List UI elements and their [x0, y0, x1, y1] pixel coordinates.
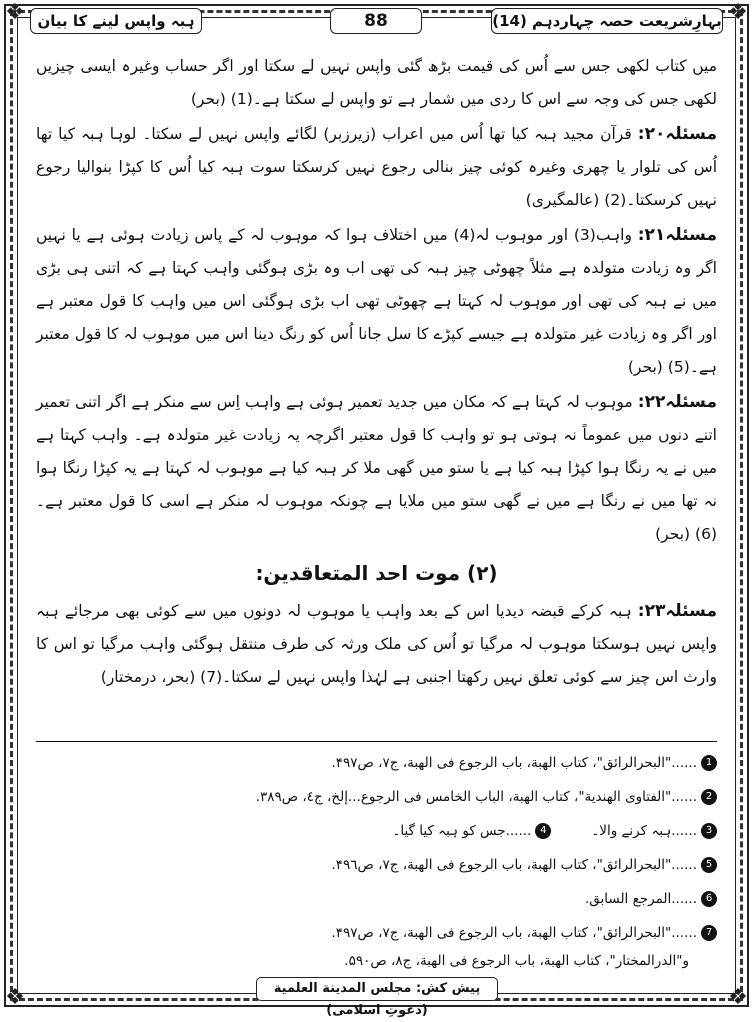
paragraph-continued: میں کتاب لکھی جس سے اُس کی قیمت بڑھ گئی واپس نہیں لے سکتا اور اگر حساب وغیرہ ایسی چیزیں لکھی جس کی وجہ سے اس کا ردی میں شمار ہے تو واپس لے سکتا ہے۔(1) (بحر) — [36, 57, 717, 108]
footnote-marker: 6 — [701, 891, 717, 907]
footnote-6 — [36, 888, 717, 910]
footnote-divider — [36, 741, 717, 742]
page-body — [36, 50, 717, 696]
masala-label: مسئلہ۲۱: — [637, 225, 717, 245]
masala-text: قرآن مجید ہبہ کیا تھا اُس میں اعراب (زیرزبر) لگائے واپس نہیں لے سکتا۔ لوہا ہبہ کیا تھا اُس کی تلوار یا چھری وغیرہ کوئی چیز بنالی رجوع نہیں کرسکتا سوت ہبہ کیا اُس کا کپڑا بنوالیا رجوع نہیں کرسکتا۔(2) (عالمگیری) — [36, 125, 717, 209]
masala-22 — [36, 386, 717, 551]
masala-20 — [36, 118, 717, 217]
footnote-7-continued — [36, 950, 717, 972]
footnote-7 — [36, 922, 717, 944]
masala-23 — [36, 595, 717, 694]
corner-ornament-icon: ❖ — [5, 0, 25, 25]
corner-ornament-icon: ❖ — [5, 985, 25, 1010]
corner-ornament-icon: ❖ — [728, 0, 748, 25]
masala-21 — [36, 219, 717, 384]
footnote-text: ......المرجع السابق. — [584, 891, 697, 907]
page-number: 88 — [330, 8, 422, 34]
masala-text: ہبہ کرکے قبضہ دیدیا اس کے بعد واہب یا موہوب لہ دونوں میں سے کوئی بھی مرجائے ہبہ واپس نہیں ہوسکتا موہوب لہ مرگیا تو اُس کی ملک ورثہ کی طرف منتقل ہوگئی واہب مرگیا تو اس کا وارث اس چیز سے کوئی تعلق نہیں رکھتا اجنبی ہے لہٰذا واپس نہیں لے سکتا۔(7) (بحر، درمختار) — [36, 602, 717, 686]
footnote-marker: 7 — [701, 925, 717, 941]
footnote-text: ......"البحرالرائق"، کتاب الهبة، باب الرجوع فی الهبة، ج۷، ص۴۹٦. — [331, 857, 697, 873]
footnote-text: و"الدرالمختار"، کتاب الهبة، باب الرجوع فی الهبة، ج۸، ص۵۹۰. — [344, 953, 689, 969]
page-footer — [0, 975, 753, 1018]
footnote-2 — [36, 786, 717, 808]
footnote-marker: 1 — [701, 755, 717, 771]
masala-text: واہب(3) اور موہوب لہ(4) میں اختلاف ہوا کہ موہوب لہ کے پاس زیادت ہوئی ہے یا نہیں اگر وہ زیادت متولدہ ہے مثلاً چھوٹی چیز ہبہ کی تھی اب وہ بڑی ہوگئی واہب کہتا ہے کہ اتنی ہی بڑی میں نے ہبہ کی تھی اور موہوب لہ کہتا ہے چھوٹی تھی اب بڑی ہوگئی اس میں واہب کا قول معتبر ہے اور اگر وہ زیادت غیر متولدہ ہے جیسے کپڑے کا سل جانا اُس کو رنگ دینا اس میں موہوب لہ کا قول معتبر ہے۔(5) (بحر) — [36, 226, 717, 376]
masala-label: مسئلہ۲۲: — [637, 392, 717, 412]
footnote-text: ......ہبہ کرنے والا۔ — [591, 823, 697, 839]
masala-text: موہوب لہ کہتا ہے کہ مکان میں جدید تعمیر ہوئی ہے واہب اِس سے منکر ہے اگر اتنی تعمیر اتنے دنوں میں عموماً نہ ہوتی ہو تو واہب کا قول معتبر اگرچہ یہ زیادت غیر متولدہ ہے۔ واہب کہتا ہے میں نے یہ رنگا ہوا کپڑا ہبہ کیا ہے یا ستو میں گھی ملا کر ہبہ کیا ہے موہوب لہ کہتا ہے یہ کپڑا رنگا ہوا نہ تھا میں نے رنگا ہے میں نے گھی ستو میں ملایا ہے چونکہ موہوب لہ منکر ہے اسی کا قول معتبر ہے۔(6) (بحر) — [36, 393, 717, 543]
masala-label: مسئلہ۲۳: — [637, 601, 717, 621]
corner-ornament-icon: ❖ — [728, 985, 748, 1010]
footnote-text: ......"البحرالرائق"، کتاب الهبة، باب الرجوع فی الهبة، ج۷، ص۴۹۷. — [331, 925, 697, 941]
page-header — [30, 6, 723, 36]
publisher-credit: پیش کش: مجلس المدینة العلمیة (دعوتِ اسلامی) — [256, 977, 498, 1001]
footnote-1 — [36, 752, 717, 774]
book-title: بہارِشریعت حصہ چہاردہم (14) — [491, 8, 723, 34]
footnote-3-4 — [36, 820, 717, 842]
section-heading: (۲) موت احد المتعاقدین: — [255, 561, 498, 585]
footnote-marker: 4 — [535, 823, 551, 839]
footnote-marker: 2 — [701, 789, 717, 805]
footnote-marker: 3 — [701, 823, 717, 839]
footnote-text: ......"الفتاوی الهندیة"، کتاب الهبة، الباب الخامس فی الرجوع...إلخ، ج٤، ص۳۸۹. — [255, 789, 697, 805]
footnote-text: ......"البحرالرائق"، کتاب الهبة، باب الرجوع فی الهبة، ج۷، ص۴۹۷. — [331, 755, 697, 771]
masala-label: مسئلہ۲۰: — [637, 124, 718, 144]
footnote-5 — [36, 854, 717, 876]
chapter-title: ہبہ واپس لینے کا بیان — [30, 8, 202, 34]
footnote-marker: 5 — [701, 857, 717, 873]
footnote-text: ......جس کو ہبہ کیا گیا۔ — [392, 823, 532, 839]
